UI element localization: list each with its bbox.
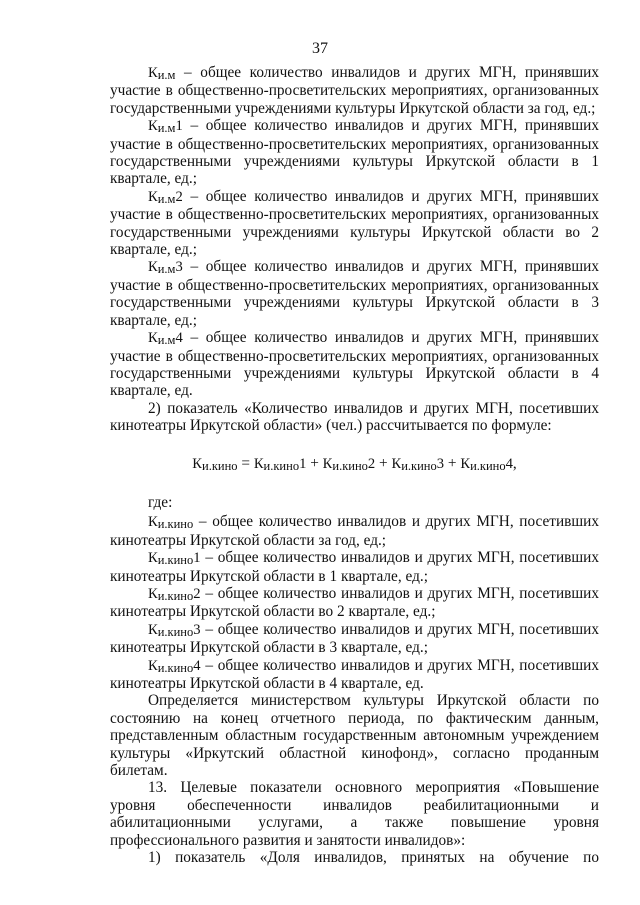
definition-kino-q3: $К_{и.кино}3$ – общее количество инвалидов и других МГН, посетивших кинотеатры Иркутской области в 3 квартале, ед.; — [110, 620, 599, 657]
definition-im-q4: $К_{и.м}4$ – общее количество инвалидов и других МГН, принявших участие в общественно-просветительских мероприятиях, организованных государственными учреждениями культуры Иркутской области в 4 квартале, ед. — [110, 329, 599, 400]
formula-kino: $К_{и.кино} = К_{и.кино}1 + К_{и.кино}2 + К_{и.кино}3 + К_{и.кино}4$, — [192, 454, 517, 473]
page-number: 37 — [312, 40, 328, 57]
section-13-paragraph: 13. Целевые показатели основного мероприятия «Повышение уровня обеспеченности инвалидов реабилитационными и абилитационными услугами, а также повышение уровня профессионального развития и занятости инвалидов»: — [110, 779, 599, 849]
definition-im-q1: $К_{и.м}1$ – общее количество инвалидов и других МГН, принявших участие в общественно-просветительских мероприятиях, организованных государственными учреждениями культуры Иркутской области в 1 квартале, ед.; — [110, 117, 599, 188]
indicator-1-paragraph: 1) показатель «Доля инвалидов, принятых на обучение по — [148, 849, 599, 867]
definition-im-total: $К_{и.м}$ – общее количество инвалидов и других МГН, принявших участие в общественно-просветительских мероприятиях, организованных государственными учреждениями культуры Иркутской области за год, ед.; — [110, 64, 599, 117]
source-note-paragraph: Определяется министерством культуры Иркутской области по состоянию на конец отчетного периода, по фактическим данным, представленным областным государственным автономным учреждением культуры «Иркутский областной кинофонд», согласно проданным билетам. — [110, 692, 599, 780]
definition-im-q3: $К_{и.м}3$ – общее количество инвалидов и других МГН, принявших участие в общественно-просветительских мероприятиях, организованных государственными учреждениями культуры Иркутской области в 3 квартале, ед.; — [110, 258, 599, 329]
definition-im-q2: $К_{и.м}2$ – общее количество инвалидов и других МГН, принявших участие в общественно-просветительских мероприятиях, организованных государственными учреждениями культуры Иркутской области во 2 квартале, ед.; — [110, 187, 599, 259]
definition-kino-total: $К_{и.кино}$ – общее количество инвалидов и других МГН, посетивших кинотеатры Иркутской области за год, ед.; — [110, 513, 599, 549]
where-label: где: — [148, 493, 173, 511]
page-body — [110, 64, 599, 866]
definition-kino-q4: $К_{и.кино}4$ – общее количество инвалидов и других МГН, посетивших кинотеатры Иркутской области в 4 квартале, ед. — [110, 656, 599, 692]
definition-kino-q2: $К_{и.кино}2$ – общее количество инвалидов и других МГН, посетивших кинотеатры Иркутской области во 2 квартале, ед.; — [110, 584, 599, 621]
indicator-2-paragraph: 2) показатель «Количество инвалидов и других МГН, посетивших кинотеатры Иркутской области» (чел.) рассчитывается по формуле: — [110, 399, 599, 435]
definition-kino-q1: $К_{и.кино}1$ – общее количество инвалидов и других МГН, посетивших кинотеатры Иркутской области в 1 квартале, ед.; — [110, 549, 599, 585]
